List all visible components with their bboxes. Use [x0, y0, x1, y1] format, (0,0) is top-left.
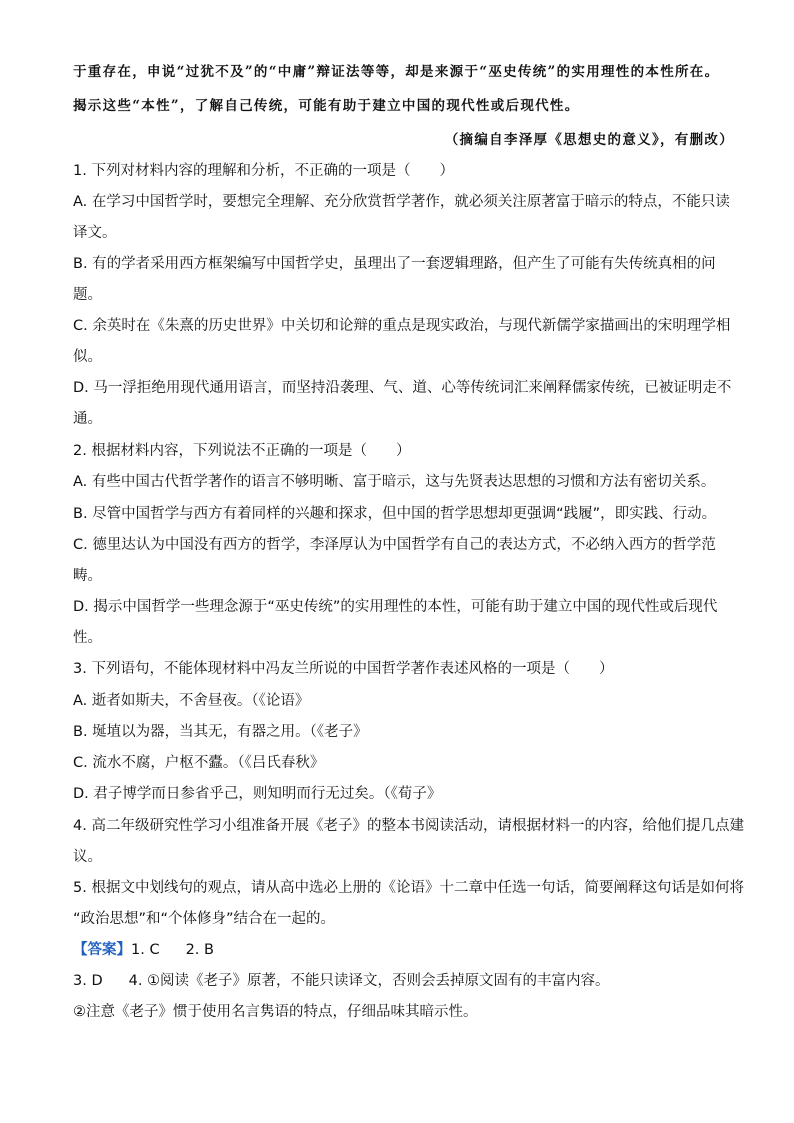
question-5-stem: 5. 根据文中划线句的观点，请从高中选必上册的《论语》十二章中任选一句话，简要阐释这句话是如何将	[73, 880, 744, 896]
answer-line-2	[73, 971, 734, 991]
question-5-stem-cont: “政治思想”和“个体修身”结合在一起的。	[73, 911, 336, 927]
passage-line-2: 揭示这些“本性”，了解自己传统，可能有助于建立中国的现代性或后现代性。	[73, 98, 580, 114]
answer-1: 1. C	[131, 942, 160, 958]
answer-4-intro: 4. ①阅读《老子》原著，不能只读译文，否则会丢掉原文固有的丰富内容。	[128, 973, 610, 989]
question-4-stem-cont: 议。	[73, 849, 102, 865]
question-2-option-c: C. 德里达认为中国没有西方的哲学，李泽厚认为中国哲学有自己的表达方式，不必纳入西方的哲学范	[73, 537, 716, 553]
question-2-option-a: A. 有些中国古代哲学著作的语言不够明晰、富于暗示，这与先贤表达思想的习惯和方法有密切关系。	[73, 474, 716, 490]
question-2-option-c-cont: 畴。	[73, 568, 102, 584]
question-3-option-a: A. 逝者如斯夫，不舍昼夜。（《论语》	[73, 693, 310, 709]
answer-2: 2. B	[185, 942, 214, 958]
passage-line-1: 于重存在，申说“过犹不及”的“中庸”辩证法等等，却是来源于“巫史传统”的实用理性的本性所在。	[73, 64, 720, 80]
question-1-option-a: A. 在学习中国哲学时，要想完全理解、充分欣赏哲学著作，就必须关注原著富于暗示的特点，不能只读	[73, 194, 730, 210]
answer-line-1	[73, 940, 734, 960]
question-2-option-b: B. 尽管中国哲学与西方有着同样的兴趣和探求，但中国的哲学思想却更强调“践履”，即实践、行动。	[73, 506, 717, 522]
question-1-stem: 1. 下列对材料内容的理解和分析，不正确的一项是（ ）	[73, 163, 454, 179]
question-3-option-d: D. 君子博学而日参省乎己，则知明而行无过矣。（《荀子》	[73, 786, 442, 802]
question-4-stem: 4. 高二年级研究性学习小组准备开展《老子》的整本书阅读活动，请根据材料一的内容，给他们提几点建	[73, 818, 744, 834]
question-1-option-c-cont: 似。	[73, 349, 102, 365]
question-2-option-d-cont: 性。	[73, 630, 102, 646]
question-1-option-a-cont: 译文。	[73, 225, 117, 241]
answer-tag: 【答案】	[73, 942, 131, 958]
answer-4-point-2: ②注意《老子》惯于使用名言隽语的特点，仔细品味其暗示性。	[73, 1004, 478, 1020]
question-1-option-c: C. 余英时在《朱熹的历史世界》中关切和论辩的重点是现实政治，与现代新儒学家描画出的宋明理学相	[73, 318, 731, 334]
question-3-option-c: C. 流水不腐，户枢不蠹。（《吕氏春秋》	[73, 755, 325, 771]
question-1-option-b-cont: 题。	[73, 287, 102, 303]
question-2-option-d: D. 揭示中国哲学一些理念源于“巫史传统”的实用理性的本性，可能有助于建立中国的现代性或后现代	[73, 599, 718, 615]
question-1-option-d: D. 马一浮拒绝用现代通用语言，而坚持沿袭理、气、道、心等传统词汇来阐释儒家传统，已被证明走不	[73, 380, 732, 396]
question-1-option-b: B. 有的学者采用西方框架编写中国哲学史，虽理出了一套逻辑理路，但产生了可能有失传统真相的问	[73, 256, 716, 272]
passage-source: （摘编自李泽厚《思想史的意义》，有删改）	[444, 132, 734, 148]
question-2-stem: 2. 根据材料内容，下列说法不正确的一项是（ ）	[73, 443, 411, 459]
answer-3: 3. D	[73, 973, 103, 989]
question-3-option-b: B. 埏埴以为器，当其无，有器之用。（《老子》	[73, 724, 368, 740]
question-1-option-d-cont: 通。	[73, 411, 102, 427]
question-3-stem: 3. 下列语句，不能体现材料中冯友兰所说的中国哲学著作表述风格的一项是（ ）	[73, 661, 614, 677]
